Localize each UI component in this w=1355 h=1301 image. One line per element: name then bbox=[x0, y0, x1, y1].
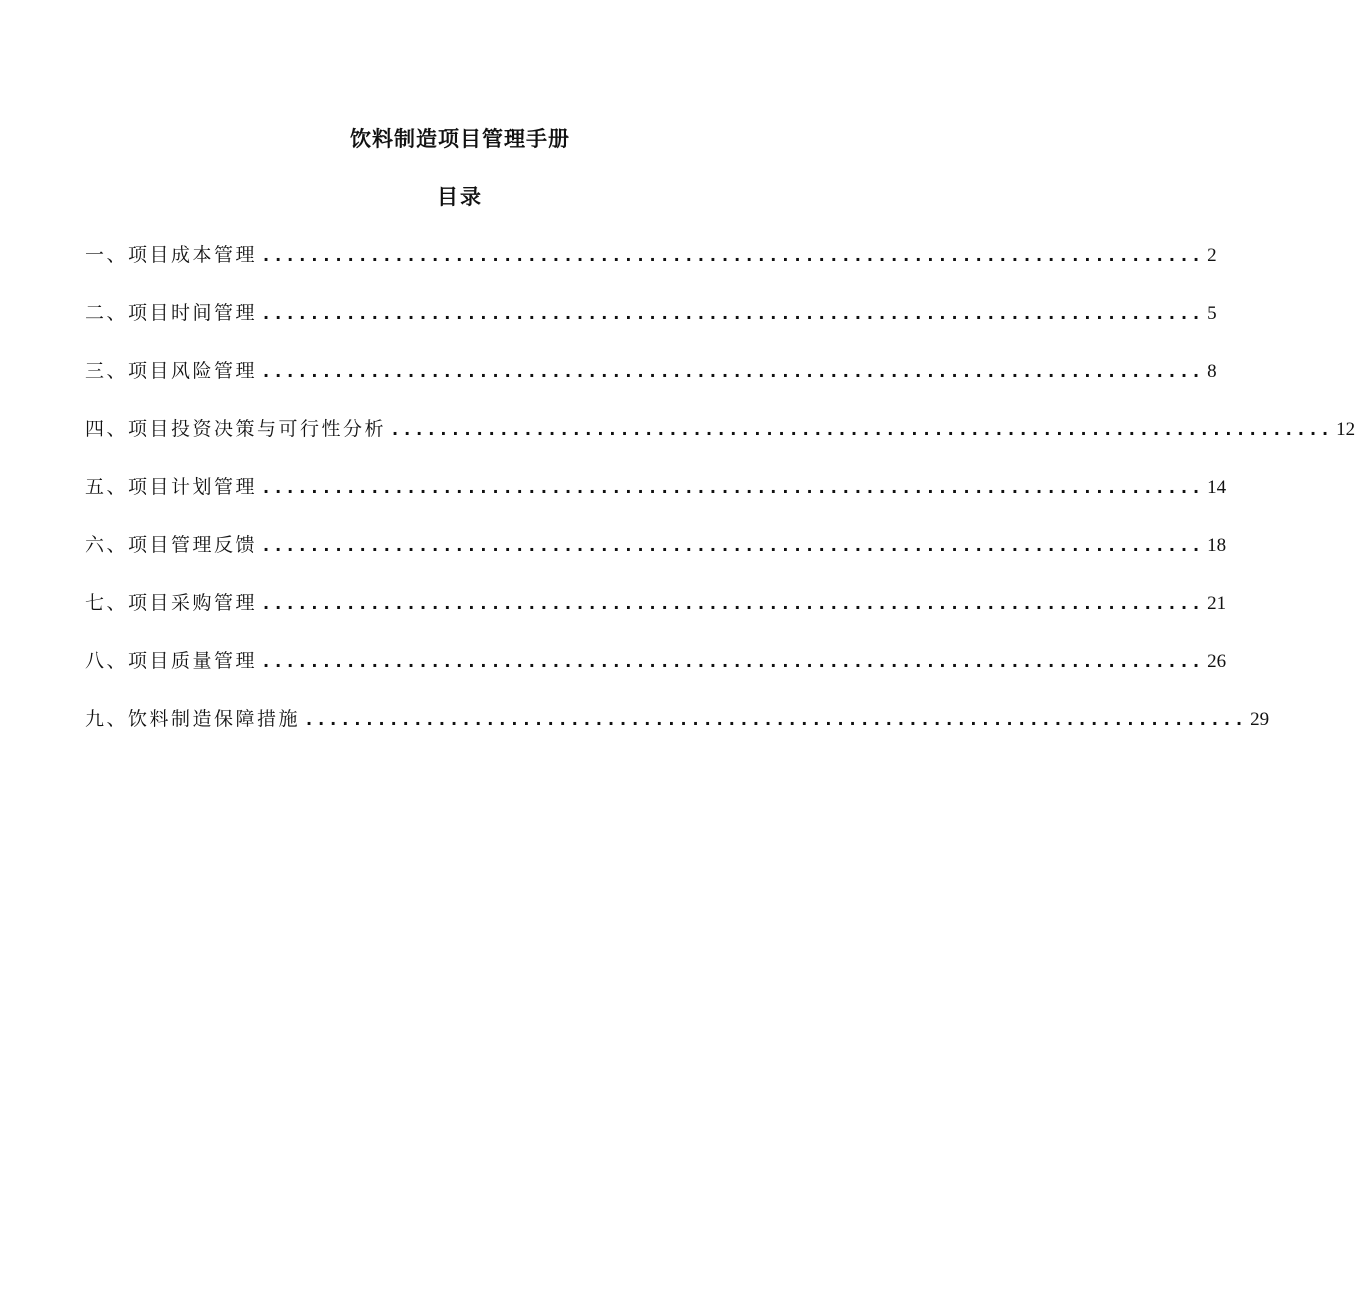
toc-entry-8[interactable] bbox=[85, 646, 1227, 704]
toc-dot-leader: .............................................................................. bbox=[392, 420, 1335, 439]
toc-dot-leader: .............................................................................. bbox=[263, 304, 1206, 323]
toc-page-number: 2 bbox=[1207, 245, 1217, 266]
toc-page-number: 12 bbox=[1336, 419, 1355, 440]
toc-entry-4[interactable] bbox=[85, 414, 1355, 472]
toc-dot-leader: .............................................................................. bbox=[263, 362, 1206, 381]
toc-entry-6[interactable] bbox=[85, 530, 1227, 588]
toc-page-number: 26 bbox=[1207, 651, 1227, 672]
toc-entry-2[interactable] bbox=[85, 298, 1217, 356]
toc-heading: 目录 bbox=[437, 185, 483, 209]
document-title: 饮料制造项目管理手册 bbox=[350, 127, 570, 151]
toc-dot-leader: .............................................................................. bbox=[263, 246, 1206, 265]
toc-page-number: 29 bbox=[1250, 709, 1270, 730]
toc-entry-label: 一、项目成本管理 bbox=[85, 244, 258, 266]
toc-entry-label: 九、饮料制造保障措施 bbox=[85, 708, 301, 730]
toc-dot-leader: .............................................................................. bbox=[263, 594, 1206, 613]
toc-entry-3[interactable] bbox=[85, 356, 1217, 414]
toc-entry-7[interactable] bbox=[85, 588, 1227, 646]
toc-entry-label: 五、项目计划管理 bbox=[85, 476, 258, 498]
toc-entry-label: 六、项目管理反馈 bbox=[85, 534, 258, 556]
table-of-contents bbox=[85, 240, 1355, 762]
toc-entry-9[interactable] bbox=[85, 704, 1270, 762]
toc-dot-leader: .............................................................................. bbox=[263, 536, 1206, 555]
toc-page-number: 18 bbox=[1207, 535, 1227, 556]
toc-page-number: 8 bbox=[1207, 361, 1217, 382]
toc-dot-leader: .............................................................................. bbox=[263, 652, 1206, 671]
toc-page-number: 14 bbox=[1207, 477, 1227, 498]
toc-entry-label: 二、项目时间管理 bbox=[85, 302, 258, 324]
toc-entry-label: 四、项目投资决策与可行性分析 bbox=[85, 418, 387, 440]
toc-page-number: 21 bbox=[1207, 593, 1227, 614]
toc-entry-label: 七、项目采购管理 bbox=[85, 592, 258, 614]
toc-entry-label: 八、项目质量管理 bbox=[85, 650, 258, 672]
toc-page-number: 5 bbox=[1207, 303, 1217, 324]
toc-entry-label: 三、项目风险管理 bbox=[85, 360, 258, 382]
toc-entry-5[interactable] bbox=[85, 472, 1227, 530]
toc-entry-1[interactable] bbox=[85, 240, 1217, 298]
toc-dot-leader: .............................................................................. bbox=[263, 478, 1206, 497]
toc-dot-leader: .............................................................................. bbox=[306, 710, 1249, 729]
